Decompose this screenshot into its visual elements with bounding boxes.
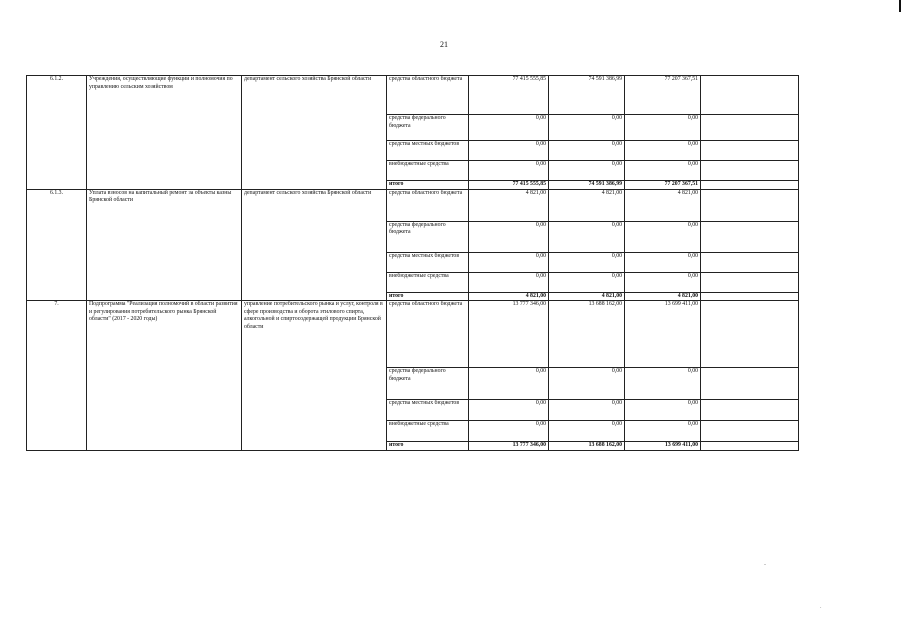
empty-cell: [701, 301, 799, 368]
amount-year-2: 0,00: [549, 421, 625, 442]
funding-source-label: средства областного бюджета: [387, 189, 469, 221]
funding-source-label: итого: [387, 181, 469, 190]
page-edge-mark: [899, 0, 901, 12]
empty-cell: [701, 76, 799, 115]
amount-year-2: 13 688 162,00: [549, 301, 625, 368]
amount-year-2: 0,00: [549, 400, 625, 421]
funding-source-label: средства областного бюджета: [387, 301, 469, 368]
amount-year-3: 0,00: [625, 272, 701, 292]
amount-year-3: 77 207 367,51: [625, 181, 701, 190]
amount-year-1: 0,00: [469, 115, 549, 141]
amount-year-3: 0,00: [625, 221, 701, 252]
funding-source-label: средства местных бюджетов: [387, 400, 469, 421]
amount-year-2: 0,00: [549, 161, 625, 181]
empty-cell: [701, 161, 799, 181]
empty-cell: [701, 181, 799, 190]
amount-year-3: 0,00: [625, 400, 701, 421]
amount-year-1: 0,00: [469, 161, 549, 181]
amount-year-2: 4 821,00: [549, 189, 625, 221]
amount-year-3: 0,00: [625, 141, 701, 161]
amount-year-2: 0,00: [549, 141, 625, 161]
budget-table: [26, 75, 799, 451]
item-executor: департамент сельского хозяйства Брянской области: [242, 76, 387, 190]
item-name: Учреждения, осуществляющие функции и полномочия по управлению сельским хозяйством: [87, 76, 242, 190]
empty-cell: [701, 368, 799, 400]
amount-year-2: 0,00: [549, 221, 625, 252]
empty-cell: [701, 221, 799, 252]
amount-year-3: 4 821,00: [625, 189, 701, 221]
page-number: 21: [440, 40, 448, 49]
item-code: 6.1.2.: [27, 76, 87, 190]
amount-year-1: 4 821,00: [469, 189, 549, 221]
empty-cell: [701, 400, 799, 421]
funding-source-label: средства федерального бюджета: [387, 368, 469, 400]
empty-cell: [701, 252, 799, 272]
table-row: [27, 189, 799, 221]
funding-source-label: внебюджетные средства: [387, 161, 469, 181]
empty-cell: [701, 189, 799, 221]
empty-cell: [701, 421, 799, 442]
amount-year-1: 77 415 555,85: [469, 76, 549, 115]
amount-year-1: 0,00: [469, 368, 549, 400]
margin-mark-bottom: .: [820, 604, 822, 610]
amount-year-3: 0,00: [625, 115, 701, 141]
amount-year-3: 0,00: [625, 161, 701, 181]
item-code: 6.1.3.: [27, 189, 87, 301]
amount-year-2: 0,00: [549, 272, 625, 292]
funding-source-label: итого: [387, 292, 469, 301]
item-name: Уплата взносов на капитальный ремонт за объекты казны Брянской области: [87, 189, 242, 301]
item-name: Подпрограмма "Реализация полномочий в области развития и регулирования потребительского рынка Брянской области" (2017 - 2020 годы): [87, 301, 242, 451]
item-code: 7.: [27, 301, 87, 451]
amount-year-1: 77 415 555,85: [469, 181, 549, 190]
amount-year-3: 77 207 367,51: [625, 76, 701, 115]
item-executor: департамент сельского хозяйства Брянской области: [242, 189, 387, 301]
amount-year-1: 0,00: [469, 400, 549, 421]
margin-mark-right: -: [764, 562, 766, 568]
amount-year-1: 0,00: [469, 252, 549, 272]
empty-cell: [701, 442, 799, 451]
amount-year-1: 0,00: [469, 421, 549, 442]
amount-year-1: 4 821,00: [469, 292, 549, 301]
amount-year-1: 0,00: [469, 141, 549, 161]
empty-cell: [701, 272, 799, 292]
amount-year-3: 0,00: [625, 421, 701, 442]
amount-year-3: 13 699 411,00: [625, 442, 701, 451]
amount-year-2: 0,00: [549, 252, 625, 272]
amount-year-3: 13 699 411,00: [625, 301, 701, 368]
funding-source-label: средства федерального бюджета: [387, 115, 469, 141]
empty-cell: [701, 292, 799, 301]
empty-cell: [701, 141, 799, 161]
amount-year-3: 0,00: [625, 368, 701, 400]
funding-source-label: итого: [387, 442, 469, 451]
funding-source-label: средства местных бюджетов: [387, 252, 469, 272]
amount-year-1: 0,00: [469, 272, 549, 292]
table-row: [27, 76, 799, 115]
amount-year-2: 4 821,00: [549, 292, 625, 301]
amount-year-1: 13 777 346,00: [469, 442, 549, 451]
amount-year-3: 4 821,00: [625, 292, 701, 301]
funding-source-label: внебюджетные средства: [387, 272, 469, 292]
amount-year-2: 0,00: [549, 115, 625, 141]
amount-year-1: 13 777 346,00: [469, 301, 549, 368]
funding-source-label: средства местных бюджетов: [387, 141, 469, 161]
item-executor: управление потребительского рынка и услуг, контроля в сфере производства и оборота этилового спирта, алкогольной и спиртосодержащей продукции Брянской области: [242, 301, 387, 451]
amount-year-2: 13 688 162,00: [549, 442, 625, 451]
table-row: [27, 301, 799, 368]
amount-year-3: 0,00: [625, 252, 701, 272]
amount-year-2: 0,00: [549, 368, 625, 400]
funding-source-label: средства федерального бюджета: [387, 221, 469, 252]
amount-year-2: 74 591 386,99: [549, 181, 625, 190]
funding-source-label: внебюджетные средства: [387, 421, 469, 442]
empty-cell: [701, 115, 799, 141]
amount-year-2: 74 591 386,99: [549, 76, 625, 115]
amount-year-1: 0,00: [469, 221, 549, 252]
funding-source-label: средства областного бюджета: [387, 76, 469, 115]
